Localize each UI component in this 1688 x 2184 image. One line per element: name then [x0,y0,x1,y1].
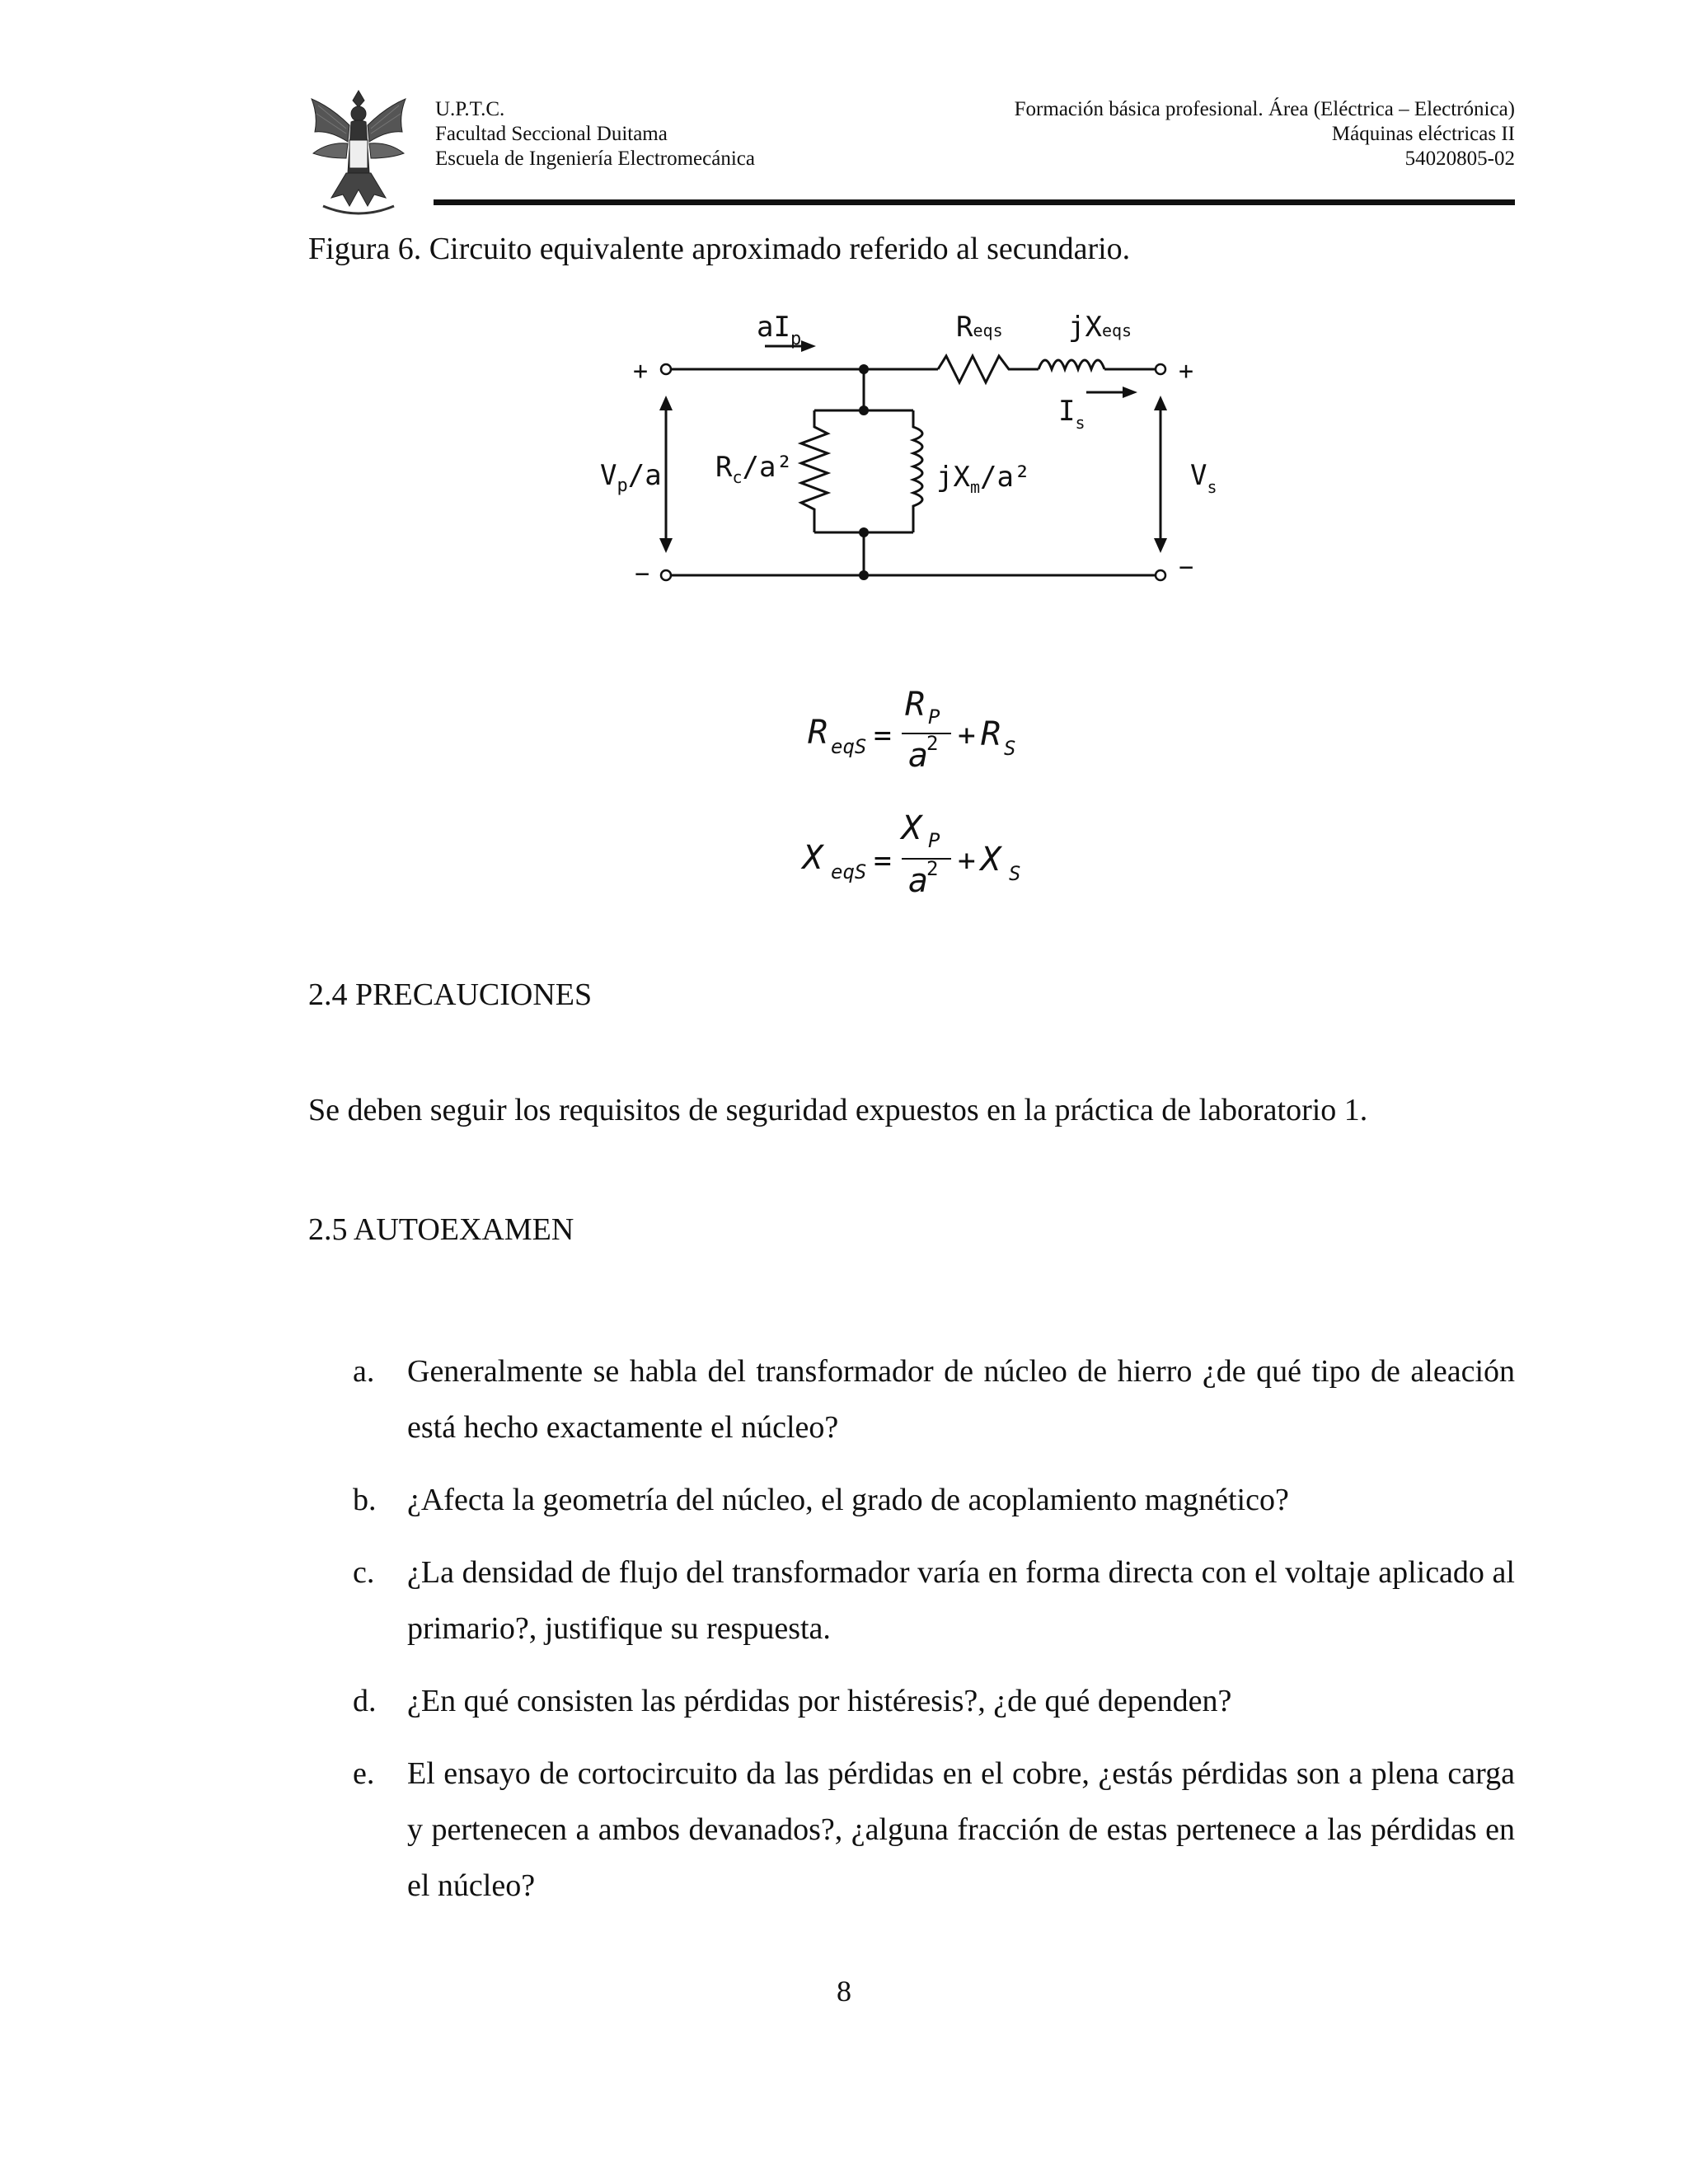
equivalent-circuit-diagram [600,303,1226,592]
terminal-plus-left: + [633,357,649,386]
header-right [1015,97,1515,171]
svg-text:=: = [874,719,892,752]
section-heading-precauciones: 2.4 PRECAUCIONES [308,977,593,1012]
section-text-precauciones: Se deben seguir los requisitos de seguridad expuestos en la práctica de laboratorio 1. [308,1093,1368,1127]
svg-text:X: X [981,841,1001,879]
question-letter: a. [353,1354,375,1389]
svg-text:=: = [874,844,892,878]
terminal-bottom-right [1156,570,1165,580]
question-text: ¿La densidad de flujo del transformador varía en forma directa con el voltaje aplicado al primario?, justifique su respuesta. [407,1555,1515,1646]
svg-text:2: 2 [926,732,939,755]
svg-text:a: a [908,862,929,900]
svg-text:eqS: eqS [831,860,867,883]
university-crest-icon [307,82,410,219]
svg-text:P: P [928,829,940,852]
header-faculty: Facultad Seccional Duitama [435,123,668,145]
terminal-minus-left: − [635,560,650,588]
terminal-top-left [661,364,671,374]
question-letter: e. [353,1756,375,1791]
terminal-plus-right: + [1179,357,1194,386]
list-item [353,1746,1515,1914]
list-item [353,1343,1515,1455]
svg-text:R: R [905,686,926,724]
core-resistor [801,410,828,532]
equation-xeq [799,799,1063,907]
svg-text:R: R [808,714,828,752]
list-item [353,1544,1515,1657]
question-letter: b. [353,1483,377,1517]
label-core-resistance: $R_c/a^2$ [715,451,793,487]
question-letter: c. [353,1555,375,1590]
svg-text:X: X [803,839,823,877]
question-text: Generalmente se habla del transformador de núcleo de hierro ¿de qué tipo de aleación está hecho exactamente el núcleo? [407,1354,1515,1445]
header-school: Escuela de Ingeniería Electromecánica [435,148,755,170]
terminal-minus-right: − [1179,553,1194,582]
question-text: ¿Afecta la geometría del núcleo, el grado de acoplamiento magnético? [407,1483,1289,1517]
svg-text:+: + [958,719,976,752]
header-course: Máquinas eléctricas II [1331,123,1515,145]
terminal-top-right [1156,364,1165,374]
svg-text:S: S [1009,862,1021,885]
equation-req [799,676,1063,783]
list-item [353,1673,1515,1729]
svg-text:P: P [928,705,940,729]
page-number: 8 [837,1975,851,2008]
label-series-resistance: Reqs [956,311,1003,344]
question-list [353,1343,1515,1930]
magnetizing-inductor [913,410,922,532]
header-code: 54020805-02 [1404,148,1515,170]
label-output-voltage: $V_s$ [1190,459,1217,497]
svg-text:+: + [958,844,976,878]
question-letter: d. [353,1684,377,1718]
svg-text:a: a [908,737,929,775]
header-university: U.P.T.C. [435,98,505,120]
svg-text:R: R [981,715,1001,753]
question-text: ¿En qué consisten las pérdidas por histéresis?, ¿de qué dependen? [407,1684,1232,1718]
label-input-current: $aI_p$ [757,311,802,349]
list-item [353,1472,1515,1528]
header-divider [434,199,1515,205]
header-area: Formación básica profesional. Área (Eléctrica – Electrónica) [1014,98,1515,120]
question-text: El ensayo de cortocircuito da las pérdidas en el cobre, ¿estás pérdidas son a plena carga y pertenecen a ambos devanados?, ¿alguna fracción de estas pertenece a las pérdidas en el núcleo? [407,1756,1515,1903]
svg-text:S: S [1004,737,1016,760]
label-magnetizing-reactance: $jX_m/a^2$ [936,461,1031,497]
terminal-bottom-left [661,570,671,580]
figure-caption: Figura 6. Circuito equivalente aproximado referido al secundario. [308,232,1131,266]
svg-text:2: 2 [926,857,939,880]
series-inductor [1039,360,1104,369]
header-left [435,97,755,171]
series-resistor [938,356,1039,382]
label-series-reactance: jXeqs [1068,311,1132,344]
svg-text:eqS: eqS [831,735,867,758]
section-heading-autoexamen: 2.5 AUTOEXAMEN [308,1212,574,1247]
label-output-current: $I_s$ [1058,395,1085,433]
svg-text:X: X [902,809,922,847]
label-input-voltage: $V_p/a$ [600,459,662,496]
